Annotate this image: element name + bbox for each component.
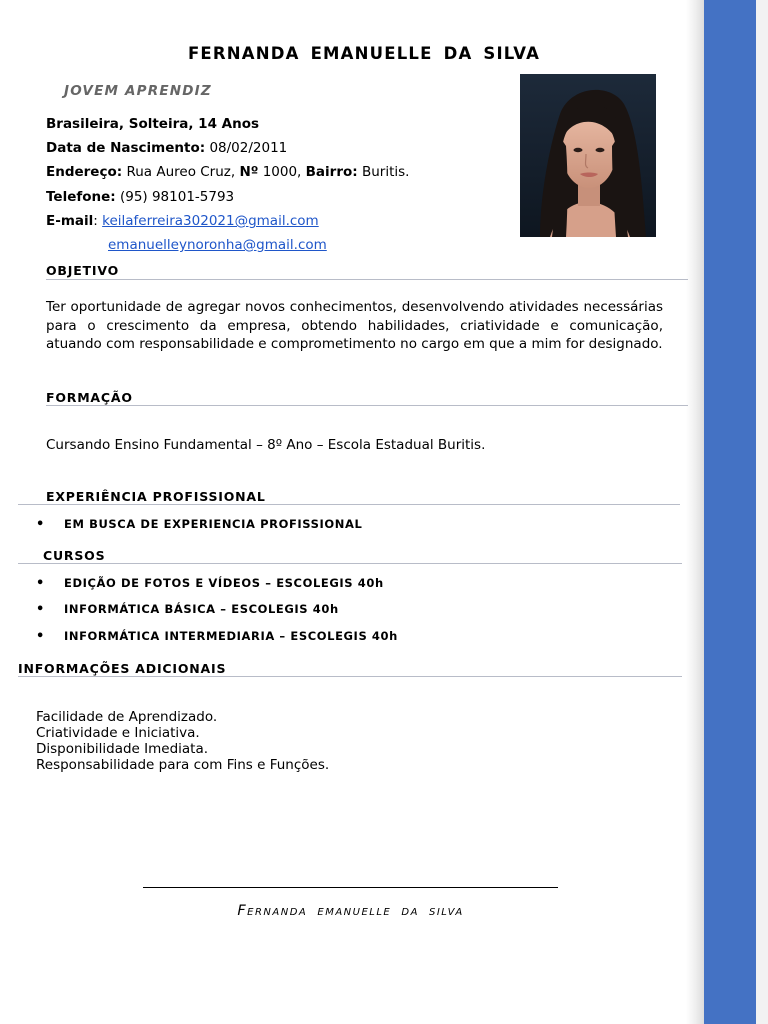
list-item (36, 602, 339, 617)
address-district: Buritis. (361, 164, 410, 180)
page-edge-shadow (686, 0, 704, 1024)
course-item: EDIÇÃO DE FOTOS E VÍDEOS – ESCOLEGIS 40h (64, 576, 384, 590)
list-item (36, 517, 362, 532)
experience-item: EM BUSCA DE EXPERIENCIA PROFISSIONAL (64, 517, 363, 531)
email-link-primary[interactable]: keilaferreira302021@gmail.com (102, 213, 319, 229)
profile-photo (520, 74, 656, 237)
email-line (46, 213, 319, 229)
section-title-objective: OBJETIVO (46, 263, 120, 278)
course-item: INFORMÁTICA INTERMEDIARIA – ESCOLEGIS 40h (64, 629, 398, 643)
section-divider (18, 563, 682, 564)
birth-date-label: Data de Nascimento: (46, 140, 206, 156)
address-street: Rua Aureo Cruz, (126, 164, 236, 180)
list-item (36, 576, 384, 591)
page-margin (756, 0, 768, 1024)
section-title-additional: INFORMAÇÕES ADICIONAIS (18, 661, 227, 676)
bullet-icon: • (36, 602, 45, 617)
education-text: Cursando Ensino Fundamental – 8º Ano – Escola Estadual Buritis. (46, 437, 486, 453)
address-label: Endereço: (46, 164, 123, 180)
email-label: E-mail (46, 213, 94, 229)
additional-item: Responsabilidade para com Fins e Funções. (36, 757, 330, 773)
bullet-icon: • (36, 517, 45, 532)
personal-summary-text: Brasileira, Solteira, 14 Anos (46, 116, 260, 132)
candidate-name: FERNANDA EMANUELLE DA SILVA (187, 44, 541, 63)
portrait-image (520, 74, 656, 237)
email-separator: : (93, 213, 98, 229)
course-item: INFORMÁTICA BÁSICA – ESCOLEGIS 40h (64, 602, 339, 616)
address-number-label: Nº (239, 164, 259, 180)
birth-date-value: 08/02/2011 (209, 140, 288, 156)
objective-text: Ter oportunidade de agregar novos conhecimentos, desenvolvendo atividades necessárias para o crescimento da empresa, obtendo habilidades, criatividade e comunicação, atuando com responsabilidade e comprometimento no cargo em que a mim for designado. (46, 299, 663, 352)
email-link-secondary[interactable]: emanuelleynoronha@gmail.com (108, 237, 327, 253)
section-divider (18, 676, 682, 677)
list-item (36, 629, 398, 644)
section-divider (18, 504, 680, 505)
birth-date-line (46, 140, 287, 156)
phone-value: (95) 98101-5793 (119, 189, 235, 205)
section-title-experience: EXPERIÊNCIA PROFISSIONAL (46, 489, 266, 504)
section-divider (46, 279, 688, 280)
phone-label: Telefone: (46, 189, 116, 205)
section-divider (46, 405, 688, 406)
section-title-education: FORMAÇÃO (46, 390, 133, 405)
additional-item: Disponibilidade Imediata. (36, 741, 209, 757)
address-number: 1000, (262, 164, 302, 180)
email-line-secondary (108, 237, 327, 253)
address-line (46, 164, 409, 180)
address-district-label: Bairro: (305, 164, 358, 180)
candidate-role: JOVEM APRENDIZ (64, 83, 212, 99)
personal-summary (46, 116, 259, 132)
bullet-icon: • (36, 629, 45, 644)
signature-name: Fernanda emanuelle da silva (237, 903, 464, 919)
phone-line (46, 189, 234, 205)
additional-item: Facilidade de Aprendizado. (36, 709, 218, 725)
signature-line (143, 887, 558, 888)
section-title-courses: CURSOS (43, 548, 106, 563)
bullet-icon: • (36, 576, 45, 591)
additional-item: Criatividade e Iniciativa. (36, 725, 200, 741)
accent-side-bar (704, 0, 756, 1024)
